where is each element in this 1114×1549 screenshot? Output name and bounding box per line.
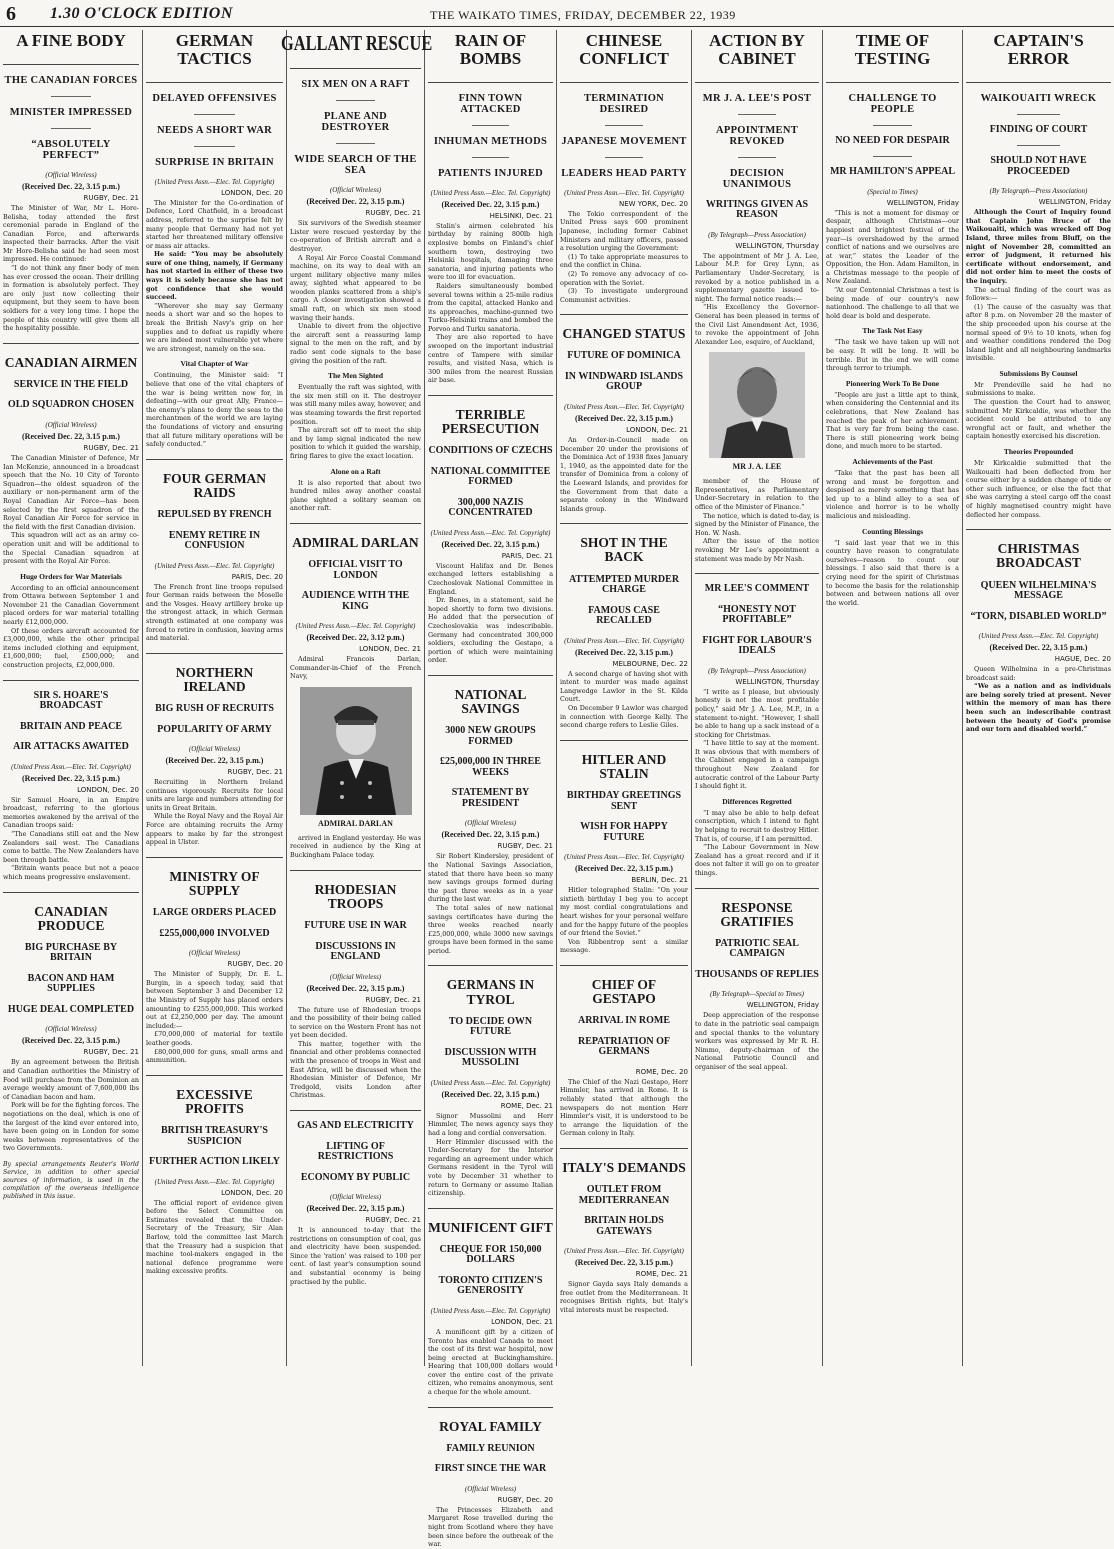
paragraph: Recruiting in Northern Ireland continues vigorously. Recruits for local units are large and numbers attending for units in Great Britain. (146, 778, 283, 812)
section-headline: EXCESSIVE PROFITS (176, 1086, 253, 1116)
paragraph: The aircraft set off to meet the ship and by lamp signal indicated the new position to which it guided the warship, firing flares to give the exact location. (290, 426, 421, 460)
wire-credit: (Official Wireless) (188, 745, 241, 754)
deck: QUEEN WILHELMINA'S MESSAGE (980, 579, 1097, 602)
deck: CONDITIONS OF CZECHS (428, 445, 553, 457)
paragraph: Viscount Halifax and Dr. Benes exchanged letters establishing a Czechoslovak National Committee in England. (428, 561, 553, 596)
paragraph: It is announced to-day that the restrictions on consumption of coal, gas and electricity have been suspended. Since the 'ration' was raised to 100 per cent. of last year's consumption sound and substantial economy is being practised by the public. (290, 1226, 421, 1286)
section-headline: HITLER AND STALIN (581, 751, 667, 781)
deck: PLANE AND DESTROYER (321, 111, 390, 134)
dateline: RUGBY, Dec. 21 (365, 209, 421, 218)
column-2 (143, 30, 286, 1368)
paragraph: The Canadian Minister of Defence, Mr Ian McKenzie, announced in a broadcast speech that the No. 10 City of Toronto Squadron—the oldest squadron of the auxiliary or non-permanent arm of the Royal Canadian Air Force—has been selected by the first squadron of the Royal Canadian Air Force for service in the field with the first Canadian division. (3, 453, 139, 531)
deck: FAMOUS CASE RECALLED (588, 604, 660, 627)
deck: FINN TOWN ATTACKED (458, 92, 523, 115)
paragraph: A Royal Air Force Coastal Command machine, on its way to deal with an urgent military objective many miles away, sighted what appeared to be wooden planks scattered from a ship's cargo. A closer investigation showed a small raft, on which six men stood waving their hands. (290, 253, 421, 322)
received-line: (Received Dec. 22, 3.15 p.m.) (22, 1036, 120, 1046)
dateline: WELLINGTON, Thursday (735, 241, 819, 250)
deck: LARGE ORDERS PLACED (152, 907, 277, 919)
deck: IN WINDWARD ISLANDS GROUP (564, 370, 684, 393)
headline: RAIN OF BOMBS (454, 31, 527, 68)
deck: MINISTER IMPRESSED (9, 106, 133, 118)
deck: SIX MEN ON A RAFT (301, 79, 410, 91)
wire-credit: (Official Wireless) (329, 972, 382, 981)
dateline: ROME, Dec. 21 (635, 1270, 688, 1279)
wire-credit: (United Press Assn.—Elec. Tel. Copyright) (430, 1078, 551, 1087)
subheading: The Task Not Easy (862, 326, 923, 336)
deck: FIRST SINCE THE WAR (434, 1463, 547, 1475)
paragraph: (3) To investigate underground Communist activities. (560, 287, 688, 304)
section-headline: MUNIFICENT GIFT (428, 1219, 553, 1235)
dateline: LONDON, Dec. 21 (359, 645, 421, 654)
paragraph: “At our Centennial Christmas a test is being made of our country's new nationhood. The challenge to all that we hold dear is bold and desperate. (826, 286, 959, 320)
subheading: Vital Chapter of War (180, 359, 249, 369)
deck: AIR ATTACKS AWAITED (13, 741, 129, 753)
received-line: (Received Dec. 22, 3.15 p.m.) (22, 773, 120, 783)
deck: “ABSOLUTELY PERFECT” (31, 138, 111, 161)
paragraph: “Take that the past has been all wrong and must be forgotten and despised as merely something that has led up to a blind alley to a sea of violence and horror is to be wholly malicious and misleading. (826, 468, 959, 520)
deck: AUDIENCE WITH THE KING (301, 590, 410, 612)
received-line: (Received Dec. 22, 3.15 p.m.) (441, 539, 540, 549)
deck: “HONESTY NOT PROFITABLE” (718, 603, 796, 626)
paragraph: A second charge of having shot with intent to murder was made against Langwedge Lawlor in the St. Kilda Court. (560, 669, 688, 704)
deck: ARRIVAL IN ROME (577, 1015, 671, 1027)
dateline: LONDON, Dec. 20 (221, 1188, 283, 1197)
headline: CHINESE CONFLICT (579, 31, 669, 68)
deck: 3000 NEW GROUPS FORMED (445, 725, 536, 747)
dateline: WELLINGTON, Thursday (735, 677, 819, 686)
paragraph: The Chief of the Nazi Gestapo, Herr Himmler, has arrived in Rome. It is reliably stated that although the newspapers do not mention Herr Himmler's visit, it is understood to be to arrange the liquidation of the German colony in Italy. (560, 1077, 688, 1138)
section-headline: NATIONAL SAVINGS (454, 687, 527, 717)
paragraph: A munificent gift by a citizen of Toronto has enabled Canada to meet the cost of its first war hospital, now being erected at Buckinghamshire. Hearing that 100,000 dollars would cover the entire cost of the private citizen, who remains anonymous, sent a cheque for the whole amount. (428, 1327, 553, 1397)
deck: BRITAIN HOLDS GATEWAYS (584, 1215, 664, 1237)
paragraph: Mr Prendeville said he had no submissions to make. (966, 380, 1111, 398)
dateline: ROME, Dec. 21 (500, 1101, 553, 1110)
wire-credit: (By Telegraph—Special to Times) (709, 990, 805, 999)
dateline: LONDON, Dec. 20 (221, 188, 283, 197)
paragraph: The Minister of Supply, Dr. E. L. Burgin, in a speech today, said that between September 3 and December 12 the Ministry of Supply has placed orders amounting to £255,000,000. This worked out at £2,250,000 per day. The amount included:— (146, 970, 283, 1030)
deck: DISCUSSION WITH MUSSOLINI (444, 1046, 537, 1069)
paragraph: Although the Court of Inquiry found that Captain John Bruce of the Waikouaiti, which was wrecked off Dog Island, three miles from Bluff, on the night of November 28, committed an error of judgment, it returned his certificate without endorsement, and did not order him to meet the costs of the inquiry. (966, 208, 1111, 285)
page-number: 6 (6, 3, 16, 25)
deck: OFFICIAL VISIT TO LONDON (308, 559, 403, 581)
paragraph: Signor Mussolini and Herr Himmler, The news agency says they had a long and cordial conversation. (428, 1111, 553, 1137)
paragraph: They are also reported to have swooped on the important industrial centre of Tampere with similar results, and visited Nasa, which is 300 miles from the nearest Russian air base. (428, 333, 553, 385)
wire-credit: (United Press Assn.—Elec. Tel. Copyright) (564, 1247, 684, 1256)
paragraph: Dr. Benes, in a statement, said he hoped shortly to form two divisions. He added that the persecution of Czechoslovakia was indescribable. Germany had concentrated 300,000 soldiers, excluding the Gestapo, a portion of which were maintaining order. (428, 596, 553, 665)
wire-credit: (Official Wireless) (45, 1025, 97, 1034)
paragraph: (2) To remove any advocacy of co-operation with the Soviet. (560, 269, 688, 287)
dateline: LONDON, Dec. 20 (77, 785, 139, 794)
admiral-darlan-photo (300, 687, 412, 815)
dateline: BERLIN, Dec. 21 (631, 876, 688, 885)
deck: FUTURE USE IN WAR (304, 920, 407, 932)
dateline: RUGBY, Dec. 20 (497, 1495, 553, 1504)
paragraph: member of the House of Representatives, as Parliamentary Under-Secretary in relation to the office of the Minister of Finance.” (695, 477, 819, 512)
column-3 (281, 30, 433, 1368)
deck: REPULSED BY FRENCH (157, 509, 272, 521)
column-1 (0, 30, 142, 1368)
paragraph: He said: “You may be absolutely sure of one thing, namely, if Germany has not started in either of these two ways it is solely because she has not got confidence that she would succeed. (146, 250, 283, 302)
paragraph: Of these orders aircraft accounted for £3,000,000, while the other principal items included clothing and equipment, £1,600,000; fuel, £500,000; and construction projects, £2,000,000. (3, 626, 139, 670)
received-line: (Received Dec. 22, 3.15 p.m.) (306, 1204, 405, 1214)
dateline: ROME, Dec. 20 (635, 1067, 688, 1076)
wire-credit: (By Telegraph—Press Association) (989, 187, 1088, 196)
wire-credit: (United Press Assn.—Elec. Tel. Copyright) (564, 636, 684, 645)
deck: THE CANADIAN FORCES (4, 74, 138, 86)
deck: OUTLET FROM MEDITERRANEAN (578, 1184, 670, 1206)
deck: CHALLENGE TO PEOPLE (848, 92, 937, 115)
deck: SURPRISE IN BRITAIN (155, 156, 274, 168)
paragraph: Stalin's airmen celebrated his birthday by raining 800lb high explosive bombs on Finland's chief southern town, destroying two Helsinki hospitals, damaging three sanatoria, and injuring patients who were too ill for evacuation. (428, 221, 553, 282)
dateline: PARIS, Dec. 21 (501, 551, 553, 560)
subheading: Theories Propounded (1003, 447, 1074, 457)
dateline: LONDON, Dec. 21 (626, 425, 688, 434)
column-7 (823, 30, 962, 1368)
wire-credit: (United Press Assn.—Elec. Tel. Copyright) (154, 561, 275, 570)
paragraph: The future use of Rhodesian troops and the possibility of their being called to service on the Western Front has not yet been decided. (290, 1005, 421, 1040)
deck: ENEMY RETIRE IN CONFUSION (168, 529, 261, 552)
deck: ATTEMPTED MURDER CHARGE (568, 573, 680, 596)
deck: 300,000 NAZIS CONCENTRATED (448, 496, 533, 519)
deck: NATIONAL COMMITTEE FORMED (430, 465, 551, 488)
section-headline: CANADIAN AIRMEN (4, 354, 138, 370)
subheading: Huge Orders for War Materials (20, 571, 122, 581)
paragraph: Six survivors of the Swedish steamer Lister were rescued yesterday by the co-operation of British aircraft and a destroyer. (290, 219, 421, 253)
deck: POPULARITY OF ARMY (157, 723, 272, 735)
section-headline: MINISTRY OF SUPPLY (169, 868, 260, 899)
mr-lee-photo (709, 352, 805, 458)
paragraph: The Minister of War, Mr L. Hore-Belisha, today attended the first ceremonial parade in England of the Canadian Force, and afterwards inspected their barracks. After the visit Mr Hore-Belisha said he had seen most impressed. He continued: (3, 203, 139, 264)
paragraph: Herr Himmler discussed with the Under-Secretary for the Interior regarding an agreement under which Germans resident in the Tyrol will vote by December 31 whether to return to Germany or assume Italian citizenship. (428, 1137, 553, 1198)
section-headline: CHRISTMAS BROADCAST (996, 541, 1081, 571)
paragraph: £70,000,000 of material for textile leather goods. (146, 1030, 283, 1047)
deck: DISCUSSIONS IN ENGLAND (315, 940, 396, 963)
section-headline: GERMANS IN TYROL (446, 977, 535, 1007)
dateline: WELLINGTON, Friday (886, 198, 959, 207)
dateline: NEW YORK, Dec. 20 (618, 199, 688, 208)
paragraph: According to an official announcement from Ottawa between September 1 and November 21 the Canadian Government placed orders for war material totalling nearly £12,000,000. (3, 583, 139, 627)
wire-credit: (United Press Assn.—Elec. Tel. Copyright) (978, 632, 1099, 641)
headline: GALLANT RESCUE (281, 31, 433, 55)
masthead (0, 0, 1114, 27)
headline: ACTION BY CABINET (709, 31, 805, 68)
paragraph: The actual finding of the court was as follows:— (966, 285, 1111, 303)
deck: STATEMENT BY PRESIDENT (451, 787, 530, 809)
paragraph: “Wherever she may say Germany needs a short war and so the hopes to break the British Navy's grip on her supplies and to defeat us rapidly where we are indeed most vulnerable yet where we are strongest, namely on the sea. (146, 301, 283, 353)
wire-credit: (United Press Assn.—Elec. Tel. Copyright) (430, 528, 551, 537)
headline: CAPTAIN'S ERROR (993, 31, 1084, 68)
paragraph: After the issue of the notice revoking Mr Lee's appointment a statement was made by Mr Nash. (695, 537, 819, 563)
photo-caption: ADMIRAL DARLAN (318, 818, 393, 828)
portrait-image (709, 352, 805, 458)
wire-credit: (Official Wireless) (188, 949, 241, 958)
deck: CHEQUE FOR 150,000 DOLLARS (439, 1243, 542, 1266)
deck: BACON AND HAM SUPPLIES (27, 972, 115, 995)
section-headline: GAS AND ELECTRICITY (297, 1120, 414, 1132)
dateline: RUGBY, Dec. 21 (365, 1216, 421, 1225)
deck: TORONTO CITIZEN'S GENEROSITY (438, 1274, 543, 1297)
wire-credit: (Official Wireless) (45, 170, 97, 179)
received-line: (Received Dec. 22, 3.15 p.m.) (441, 199, 540, 209)
wire-credit: (United Press Assn.—Elec. Tel. Copyright) (154, 1177, 275, 1186)
deck: THOUSANDS OF REPLIES (695, 968, 819, 980)
section-headline: RESPONSE GRATIFIES (720, 899, 794, 929)
section-headline: FOUR GERMAN RAIDS (162, 470, 267, 500)
paragraph: (1) To take appropriate measures to end the conflict in China. (560, 252, 688, 270)
deck: “TORN, DISABLED WORLD” (970, 610, 1107, 622)
deck: DELAYED OFFENSIVES (152, 92, 277, 104)
received-line: (Received Dec. 22, 3.15 p.m.) (989, 643, 1088, 653)
paragraph: The Minister for the Co-ordination of Defence, Lord Chatfield, in a broadcast address, referred to the surprise felt by many people that Germany had not yet started her threatened military offensive or mass air attacks. (146, 198, 283, 250)
deck: PATIENTS INJURED (437, 167, 544, 179)
wire-credit: (Official Wireless) (464, 819, 517, 828)
deck: FUTURE OF DOMINICA (567, 350, 681, 362)
wire-credit: (United Press Assn.—Elec. Tel. Copyright) (564, 853, 684, 862)
wire-credit: (Official Wireless) (45, 420, 97, 429)
dateline: RUGBY, Dec. 21 (365, 995, 421, 1004)
paragraph: The question the Court had to answer, submitted Mr Kirkcaldie, was whether the accident could be attributed to any wrongful act or fault, and whether the captain honestly exercised his discretion. (966, 398, 1111, 441)
paragraph: By an agreement between the British and Canadian authorities the Ministry of Food will purchase from the Dominion an average weekly amount of 7,600,000 lbs of Canadian bacon and ham. (3, 1058, 139, 1101)
deck: BRITISH TREASURY'S SUSPICION (160, 1125, 268, 1147)
deck: FINDING OF COURT (989, 123, 1088, 135)
deck: REPATRIATION OF GERMANS (578, 1035, 670, 1058)
paragraph: The official report of evidence given before the Select Committee on Estimates revealed that the Under-Secretary of the Treasury, Sir Alan Barlow, told the committee last March that the Treasury had a suspicion that machine tool-makers engaged in the national defence programme were making excessive profits. (146, 1198, 283, 1276)
deck: APPOINTMENT REVOKED (715, 124, 799, 147)
received-line: (Received Dec. 22, 3.15 p.m.) (165, 756, 264, 766)
section-headline: ADMIRAL DARLAN (292, 534, 419, 550)
section-headline: ROYAL FAMILY (439, 1418, 542, 1434)
deck: SERVICE IN THE FIELD (13, 378, 129, 390)
paragraph: This matter, together with the financial and other problems connected with the presence of troops in West and East Africa, will be discussed when the Rhodesian Minister of Defence, Mr Tredgold, visits London after Christmas. (290, 1039, 421, 1100)
wire-credit: (United Press Assn.—Elec. Tel. Copyright) (11, 762, 131, 771)
section-headline: SHOT IN THE BACK (580, 535, 668, 565)
paragraph: “The Canadians still eat and the New Zealanders sail west. The Canadians come to battle. The New Zealanders have been through battle. (3, 830, 139, 864)
section-headline: MR LEE'S COMMENT (704, 583, 810, 595)
deck: INHUMAN METHODS (433, 135, 548, 147)
paragraph: An Order-in-Council made on December 20 under the provisions of the Dominica Act of 1938 fixes January 1, 1940, as the appointed date for the transfer of Dominica from a colony of the Leeward Islands, and provides for the Government from that date a separate colony in the Windward Islands group. (560, 435, 688, 513)
subheading: Differences Regretted (722, 796, 792, 806)
deck: LEADERS HEAD PARTY (561, 167, 687, 179)
deck: TO DECIDE OWN FUTURE (448, 1015, 533, 1038)
section-headline: ITALY'S DEMANDS (562, 1159, 686, 1175)
received-line: (Received Dec. 22, 3.15 p.m.) (575, 864, 673, 874)
paragraph: The appointment of Mr J. A. Lee, Labour M.P. for Grey Lynn, as Parliamentary Under-Secretary, is revoked by a notice published in a supplementary gazette issued to-night. The formal notice reads:— (695, 251, 819, 303)
received-line: (Received Dec. 22, 3.15 p.m.) (575, 413, 673, 423)
deck: £255,000,000 INVOLVED (159, 927, 270, 939)
wire-credit: (Official Wireless) (329, 186, 382, 195)
paragraph: Sir Robert Kindersley, president of the National Savings Association, stated that there have been so many new savings groups formed during the past three weeks as in a year during the last war. (428, 852, 553, 904)
dateline: WELLINGTON, Friday (1038, 198, 1111, 207)
paragraph: “The task we have taken up will not be easy. It will be long. It will be terrible. But in the end we will come through terror to triumph. (826, 338, 959, 373)
dateline: MELBOURNE, Dec. 22 (612, 659, 688, 668)
paragraph: The Tokio correspondent of the United Press says 600 prominent Japanese, including former Cabinet Ministers and military officers, passed a resolution urging the Government: (560, 209, 688, 253)
deck: TERMINATION DESIRED (583, 92, 665, 115)
paragraph: £80,000,000 for guns, small arms and ammunition. (146, 1047, 283, 1065)
paragraph: It is also reported that about two hundred miles away another coastal plane sighted a solitary seaman on another raft. (290, 478, 421, 513)
paragraph: Mr Kirkcaldie submitted that the Waikouaiti had been deflected from her course either by a sudden change of tide or other such influence, or else the fact that she was carrying a steel cargo off the coast of highly magnetised country might have deflected her compass. (966, 459, 1111, 519)
dateline: RUGBY, Dec. 21 (83, 443, 139, 452)
deck: JAPANESE MOVEMENT (561, 135, 687, 147)
paragraph: “This is not a moment for dismay or despair, although Christmas—our happiest and brightest festival of the year—is overshadowed by the armed conflict of nations and we ourselves are at war,” states the Leader of the Opposition, the Hon. Adam Hamilton, in a Christmas message to the people of New Zealand. (826, 208, 959, 286)
section-headline: SIR S. HOARE'S BROADCAST (33, 689, 109, 712)
wire-credit: (By Telegraph—Press Association) (708, 666, 806, 675)
paragraph: “The Labour Government in New Zealand has a great record and if it does not falter it will go on to greater things. (695, 843, 819, 878)
newspaper-dateline: THE WAIKATO TIMES, FRIDAY, DECEMBER 22, 1939 (430, 8, 736, 22)
deck: PATRIOTIC SEAL CAMPAIGN (715, 937, 799, 960)
paragraph: Queen Wilhelmina in a pre-Christmas broadcast said: (966, 665, 1111, 682)
subheading: Submissions By Counsel (999, 368, 1078, 378)
deck: BIG RUSH OF RECRUITS (155, 703, 274, 715)
dateline: LONDON, Dec. 21 (491, 1317, 553, 1326)
deck: BIG PURCHASE BY BRITAIN (24, 941, 118, 964)
received-line: (Received Dec. 22, 3.15 p.m.) (22, 181, 120, 191)
paragraph: “I do not think any finer body of men has ever crossed the ocean. Their drilling in formation is absolutely perfect. They are only just now collecting their equipment, but they seem to have been soldiers for a very long time. I hope the people of this country will give them all the hospitality possible. (3, 264, 139, 333)
received-line: (Received Dec. 22, 3.15 p.m.) (306, 197, 405, 207)
column-5 (557, 30, 691, 1368)
edition-label: 1.30 O'CLOCK EDITION (50, 5, 233, 22)
deck: FAMILY REUNION (446, 1442, 535, 1454)
deck: NO NEED FOR DESPAIR (835, 134, 950, 146)
wire-credit: (United Press Assn.—Elec. Tel. Copyright) (430, 1306, 551, 1315)
paragraph: “I said last year that we in this country have reason to congratulate ourselves—reason to count our blessings. I also said that there is a crying need for the spirit of Christmas to become the basis for the relationship between and between nations all over the world. (826, 538, 959, 607)
paragraph: Sir Samuel Hoare, in an Empire broadcast, referring to the glorious memories awakened by the arrival of the Canadian troops said: (3, 795, 139, 830)
deck: HUGE DEAL COMPLETED (7, 1003, 135, 1015)
subheading: Pioneering Work To Be Done (845, 378, 940, 388)
received-line: (Received Dec. 22, 3.15 p.m.) (441, 830, 540, 840)
paragraph: Eventually the raft was sighted, with the six men still on it. The destroyer was still many miles away, however, and was steaming towards the first reported position. (290, 383, 421, 426)
paragraph: The Princesses Elizabeth and Margaret Rose travelled during the night from Scotland where they have been since before the outbreak of the war. (428, 1505, 553, 1549)
dateline: RUGBY, Dec. 21 (83, 1048, 139, 1057)
paragraph: “His Excellency the Governor-General has been pleased in terms of the Civil List Amendment Act, 1936, to revoke the appointment of John Alexander Lee, esquire, of Auckland, (695, 303, 819, 346)
received-line: (Received Dec. 22, 3.12 p.m.) (306, 633, 405, 643)
deck: MR HAMILTON'S APPEAL (829, 166, 956, 178)
subheading: The Men Sighted (327, 371, 383, 381)
headline: GERMAN TACTICS (175, 31, 254, 68)
subheading: Counting Blessings (861, 526, 924, 536)
received-line: (Received Dec. 22, 3.15 p.m.) (575, 647, 673, 657)
dateline: PARIS, Dec. 20 (231, 572, 283, 581)
deck: FIGHT FOR LABOUR'S IDEALS (702, 634, 812, 657)
deck: BRITAIN AND PEACE (19, 720, 123, 732)
deck: WIDE SEARCH OF THE SEA (294, 154, 417, 177)
deck: SHOULD NOT HAVE PROCEEDED (990, 155, 1087, 177)
dateline: RUGBY, Dec. 21 (227, 768, 283, 777)
wire-credit: (Official Wireless) (464, 1484, 517, 1493)
section-headline: NORTHERN IRELAND (175, 664, 254, 694)
paragraph: Von Ribbentrop sent a similar message. (560, 937, 688, 955)
dateline: HELSINKI, Dec. 21 (489, 211, 553, 220)
paragraph: “Britain wants peace but not a peace which means progressive enslavement. (3, 864, 139, 881)
section-headline: TERRIBLE PERSECUTION (441, 407, 540, 437)
paragraph: “I may also be able to help defeat conscription, which I intend to fight by helping to recruit to destroy Hitler. That is, of course, if I am permitted. (695, 808, 819, 843)
paragraph: Raiders simultaneously bombed several towns within a 25-mile radius from the capital, attacked Hanko and its approaches, machine-gunned two Turku-Helsinki trains and bombed the Porvoo and Turku sanatoria. (428, 281, 553, 333)
portrait-image (300, 687, 412, 815)
section-headline: CANADIAN PRODUCE (34, 903, 108, 933)
headline: TIME OF TESTING (854, 31, 931, 68)
wire-credit: (United Press Assn.—Elec. Tel. Copyright) (430, 188, 551, 197)
subheading: Alone on a Raft (330, 466, 381, 476)
paragraph: Admiral Francois Darlan, Commander-in-Chief of the French Navy, (290, 655, 421, 681)
paragraph: Signor Gayda says Italy demands a free outlet from the Mediterranean. It recognises British rights, but Italy's vital interests must be respected. (560, 1280, 688, 1314)
wire-credit: (United Press Assn.—Elec. Tel. Copyright) (295, 622, 416, 631)
deck: DECISION UNANIMOUS (722, 167, 792, 190)
wire-credit: (By Telegraph—Press Association) (708, 230, 806, 239)
paragraph: “I write as I please, but obviously honesty is not the most profitable policy,” said Mr J. A. Lee, M.P., in a statement to-night. “However, I shall be able to hang up a sack instead of a stocking for Christmas. (695, 687, 819, 739)
wire-credit: (United Press Assn.—Elec. Tel. Copyright) (564, 188, 684, 197)
headline: A FINE BODY (16, 31, 126, 50)
wire-credit: (Official Wireless) (329, 1193, 382, 1202)
subheading: Achievements of the Past (852, 456, 933, 466)
paragraph: The total sales of new national savings certificates have during the three weeks reached nearly £25,000,000, while 3000 new savings groups have been formed in the same period. (428, 903, 553, 955)
deck: MR J. A. LEE'S POST (702, 92, 812, 104)
wire-credit: (United Press Assn.—Elec. Tel. Copyright) (564, 402, 684, 411)
paragraph: The notice, which is dated to-day, is signed by the Minister of Finance, the Hon. W. Nash. (695, 511, 819, 537)
dateline: RUGBY, Dec. 21 (497, 842, 553, 851)
column-4 (425, 30, 556, 1549)
deck: LIFTING OF RESTRICTIONS (317, 1140, 394, 1163)
deck: BIRTHDAY GREETINGS SENT (566, 790, 682, 812)
section-headline: CHIEF OF GESTAPO (591, 976, 657, 1007)
column-8 (963, 30, 1114, 1368)
paragraph: “People are just a little apt to think, when considering the Centennial and its celebrations, that New Zealand has reached the peak of her achievement. That is very far from being the case. There is still pioneering work being done, and much more to be started. (826, 390, 959, 451)
received-line: (Received Dec. 22, 3.15 p.m.) (441, 1089, 540, 1099)
section-headline: CHANGED STATUS (562, 326, 686, 342)
paragraph: While the Royal Navy and the Royal Air Force are obtaining recruits the Army appears to make by far the strongest appeal in Ulster. (146, 812, 283, 847)
footnote: By special arrangements Reuter's World Service, in addition to other special sources of information, is used in the compilation of the overseas intelligence published in this issue. (3, 1160, 139, 1200)
paragraph: (1) The cause of the casualty was that after 8 p.m. on November 28 the master of the ship proceeded upon his course at the normal speed of 9½ to 10 knots, when fog and weather conditions rendered the Dog Island light and all neighbouring landmarks invisible. (966, 302, 1111, 363)
paragraph: Deep appreciation of the response to date in the patriotic seal campaign and special thanks to the voluntary workers was expressed by Mr R. H. Nimmo, deputy-chairman of the National Patriotic Council and organiser of the seal appeal. (695, 1011, 819, 1072)
column-6 (692, 30, 822, 1368)
deck: £25,000,000 IN THREE WEEKS (440, 756, 541, 778)
paragraph: The French front line troops repulsed four German raids between the Moselle and the Vosges. Heavy artillery broke up the strongest attack, in which German strength estimated at one company was forced to retire in confusion, leaving arms and material. (146, 582, 283, 643)
paragraph: On December 9 Lawlor was charged in connection with George Kelly. The second charge refers to Leslie Giles. (560, 704, 688, 730)
received-line: (Received Dec. 22, 3.15 p.m.) (306, 983, 405, 993)
paragraph: This squadron will act as an army co-operation unit and will be additional to the Special Canadian squadron at present with the Royal Air Force. (3, 531, 139, 566)
dateline: RUGBY, Dec. 21 (83, 193, 139, 202)
paragraph: Unable to divert from the objective the aircraft sent a reassuring lamp signal to the men on the raft, and by radio sent code signals to the base giving the position of the raft. (290, 322, 421, 365)
paragraph: Hitler telegraphed Stalin: “On your sixtieth birthday I beg you to accept my most cordial congratulations and heart wishes for your personal welfare and for the happy future of the peoples of our friend the Soviet.” (560, 886, 688, 938)
paragraph: “We as a nation and as individuals are being sorely tried at present. Never within the memory of man has there been such an indescribable contrast between the beauty of God's promise and our torn and disabled world.” (966, 682, 1111, 734)
deck: ECONOMY BY PUBLIC (300, 1171, 411, 1183)
deck: OLD SQUADRON CHOSEN (7, 399, 135, 411)
deck: WRITINGS GIVEN AS REASON (705, 198, 809, 221)
paragraph: Continuing, the Minister said: “I believe that one of the vital chapters of the war is being written now for, in defeating—with our great Ally, France—the enemy's plans to deny the seas to the merchantmen of the world we are laying the foundations of victory and ensuring that all future military operations will be safely conducted.” (146, 371, 283, 449)
wire-credit: (United Press Assn.—Elec. Tel. Copyright) (154, 177, 275, 186)
paragraph: Pork will be for the fighting forces. The negotiations on the deal, which is one of the largest of the kind ever entered into, have been going on in London for some weeks between representatives of the two Governments. (3, 1101, 139, 1153)
paragraph: “I have little to say at the moment. It was obvious that with members of the Cabinet engaged in a campaign throughout New Zealand for autocratic control of the Labour Party I should fight it. (695, 739, 819, 791)
dateline: HAGUE, Dec. 20 (1054, 655, 1111, 664)
deck: NEEDS A SHORT WAR (157, 124, 272, 136)
photo-caption: MR J. A. LEE (732, 462, 782, 472)
section-headline: RHODESIAN TROOPS (314, 881, 397, 911)
paragraph: arrived in England yesterday. He was received in audience by the King at Buckingham Palace today. (290, 833, 421, 860)
dateline: WELLINGTON, Friday (746, 1001, 819, 1010)
deck: FURTHER ACTION LIKELY (149, 1156, 280, 1168)
dateline: RUGBY, Dec. 20 (227, 960, 283, 969)
deck: WAIKOUAITI WRECK (980, 92, 1097, 104)
received-line: (Received Dec. 22, 3.15 p.m.) (22, 431, 120, 441)
wire-credit: (Special to Times) (867, 187, 918, 196)
received-line: (Received Dec. 22, 3.15 p.m.) (575, 1258, 673, 1268)
deck: WISH FOR HAPPY FUTURE (580, 821, 668, 843)
